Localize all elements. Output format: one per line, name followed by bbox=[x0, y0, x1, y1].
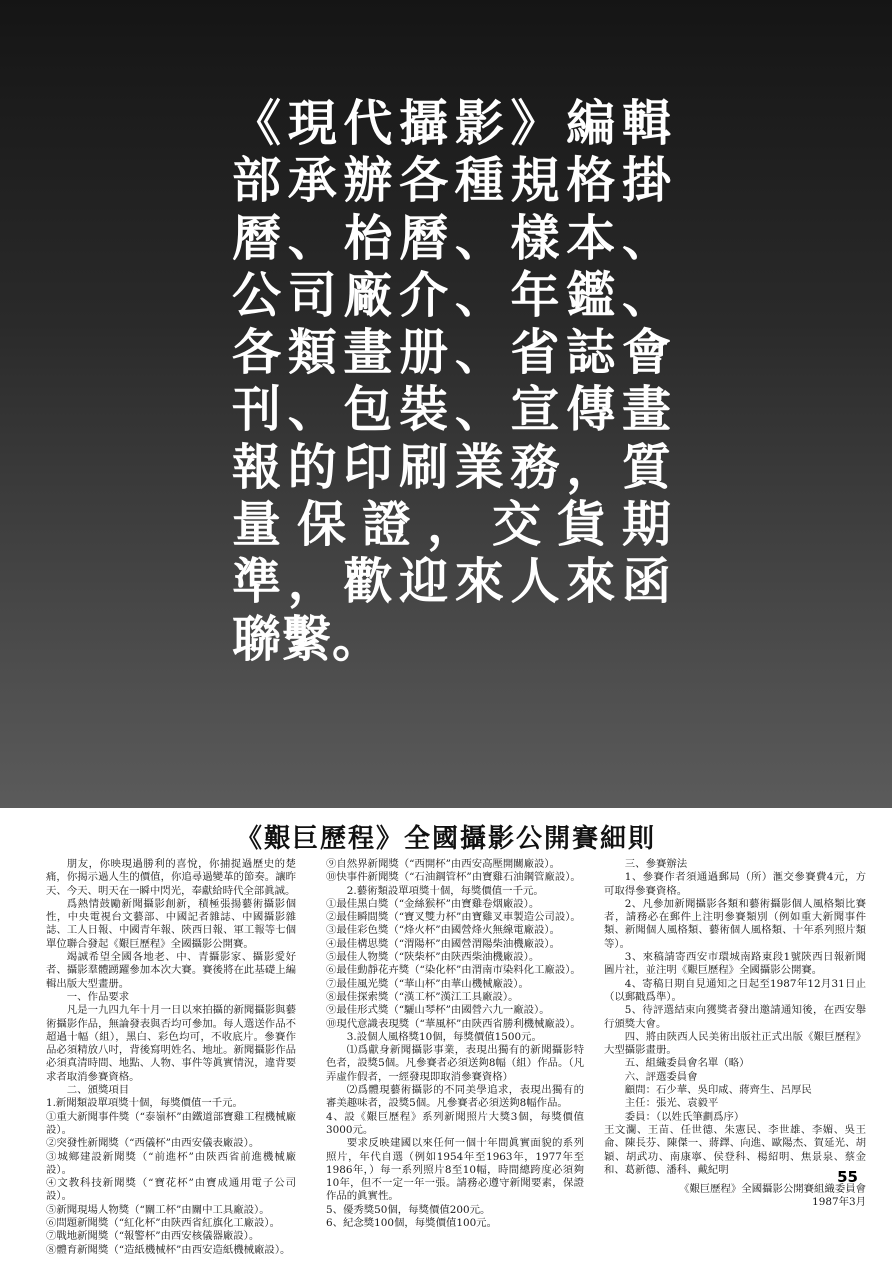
rule-item: 1.新聞類設單項獎十個，每獎價值一千元。 bbox=[46, 1097, 243, 1110]
rule-paragraph: ⑴爲獻身新聞攝影事業，表現出獨有的新聞攝影特色者，設獎5個。凡參賽者必須送夠8幅（組）作品。（凡弄虛作假者，一經發現即取消參賽資格） bbox=[326, 1044, 584, 1083]
rule-item: 2.藝術類設單項獎十個，每獎價值一千元。 bbox=[346, 884, 544, 897]
signature: 《艱巨歷程》全國攝影公開賽組織委員會 bbox=[678, 1183, 866, 1196]
rule-item: ⑩快事件新聞獎（“石油鋼管杯”由寶雞石油鋼管廠設）。 bbox=[326, 871, 581, 884]
rule-item: ⑧體育新聞獎（“造紙機械杯”由西安造紙機械廠設）。 bbox=[46, 1243, 291, 1256]
rule-item: ⑥最佳動靜花卉獎（“染化杯”由渭南市染料化工廠設）。 bbox=[326, 964, 581, 977]
rule-paragraph: ⑵爲體現藝術攝影的不同美學追求，表現出獨有的審美趣味者，設獎5個。凡參賽者必須送夠8幅作品。 bbox=[326, 1084, 584, 1110]
section-heading: 一、作品要求 bbox=[66, 990, 130, 1003]
rule-paragraph: 凡是一九四九年十月一日以來拍攝的新聞攝影與藝術攝影作品，無論發表與否均可參加。每人選送作品不超過十幅（組），黑白、彩色均可，不收底片。參賽作品必須精放八吋，背後寫明姓名、地址。新聞攝影作品必須真清時間、地點、人物、事件等眞實情況，違背要求者取消參賽資格。 bbox=[46, 1004, 296, 1083]
committee-line: 主任：張光、袁毅平 bbox=[624, 1097, 719, 1110]
rule-paragraph: 5、待評選結束向獲獎者發出邀請通知後，在西安舉行頒獎大會。 bbox=[604, 1004, 866, 1030]
rule-item: ⑧最佳探索獎（“漢工杯”漢江工具廠設）。 bbox=[326, 990, 519, 1003]
rule-item: 6、紀念獎100個，每獎價值100元。 bbox=[326, 1217, 497, 1230]
rule-item: 3.設個人風格獎10個，每獎價值1500元。 bbox=[346, 1030, 542, 1043]
rule-item: ①重大新聞事件獎（“泰嶺杯”由鐵道部寶雞工程機械廠設）。 bbox=[46, 1110, 296, 1136]
rule-item: ③最佳彩色獎（“烽火杯”由國營烽火無線電廠設）。 bbox=[326, 924, 561, 937]
committee-line: 委員：（以姓氏筆劃爲序） bbox=[624, 1110, 745, 1123]
rule-item: ⑥問題新聞獎（“紅化杯”由陝西省紅旗化工廠設）。 bbox=[46, 1217, 281, 1230]
rule-paragraph: 3、來稿請寄西安市環城南路東段1號陝西日報新聞圖片社，並注明《艱巨歷程》全國攝影公開賽。 bbox=[604, 951, 866, 977]
section-heading: 三、參賽辦法 bbox=[624, 858, 688, 870]
rule-item: ⑤新聞現場人物獎（“關工杯”由關中工具廠設）。 bbox=[46, 1203, 270, 1216]
rule-item: ⑩現代意識表現獎（“華風杯”由陝西省勝利機械廠設）。 bbox=[326, 1017, 581, 1030]
rule-item: ④最佳構思獎（“渭陽杯”由國營渭陽柴油機廠設）。 bbox=[326, 937, 561, 950]
section-heading: 二、頒獎項目 bbox=[66, 1084, 130, 1097]
section-heading: 六、評選委員會 bbox=[624, 1070, 698, 1083]
rule-item: ②最佳瞬間獎（“寶叉雙力杯”由寶雞叉車製造公司設）。 bbox=[326, 911, 581, 924]
article-column-1 bbox=[46, 858, 296, 1257]
page-number: 55 bbox=[837, 1168, 858, 1186]
intro-paragraph: 竭誠希望全國各地老、中、青攝影家、攝影愛好者、攝影羣體踴躍參加本次大賽。賽後將在此基礎上編輯出版大型畫册。 bbox=[46, 951, 296, 990]
committee-line: 顧問：石少華、吳印咸、蔣齊生、呂厚民 bbox=[624, 1084, 812, 1097]
rule-paragraph: 2、凡參加新聞攝影各類和藝術攝影個人風格類比賽者，請務必在郵件上注明參賽類別（例如重大新聞事件類、新聞個人風格類、藝術個人風格類、十年系列照片類等）。 bbox=[604, 897, 866, 950]
rule-item: ⑨自然界新聞獎（“西開杯”由西安高壓開關廠設）。 bbox=[326, 858, 561, 870]
article-title: 《艱巨歷程》全國攝影公開賽細則 bbox=[235, 824, 656, 854]
rule-item: ③城鄉建設新聞獎（“前進杯”由陝西省前進機械廠設）。 bbox=[46, 1150, 296, 1176]
rule-paragraph: 要求反映建國以來任何一個十年間眞實面貌的系列照片，年代自選（例如1954年至1963年，1977年至1986年，）每一系列照片8至10幅，時間總跨度必須夠10年，但不一定一年一張。請務必遵守新聞要素，保證作品的眞實性。 bbox=[326, 1137, 584, 1203]
rule-item: ⑨最佳形式獎（“驪山琴杯”由國營六九一廠設）。 bbox=[326, 1004, 550, 1017]
rule-paragraph: 1、參賽作者須通過郵局（所）滙交參賽費4元，方可取得參賽資格。 bbox=[604, 871, 866, 897]
rule-item: ①最佳黑白獎（“金絲猴杯”由寶雞卷烟廠設）。 bbox=[326, 897, 540, 910]
rule-item: ⑦戰地新聞獎（“報警杯”由西安核儀器廠設）。 bbox=[46, 1230, 260, 1243]
ad-text: 《現代攝影》編輯部承辦各種規格掛曆、枱曆、樣本、公司廠介、年鑑、各類畫册、省誌會刊、包裝、宣傳畫報的印刷業務，質量保證，交貨期準，歡迎來人來函聯繫。 bbox=[232, 95, 672, 668]
intro-paragraph: 朋友，你映現過勝利的喜悅，你捕捉過歷史的楚痛，你揭示過人生的價值，你追尋過變革的節奏。讓昨天、今天、明天在一瞬中閃光，奉獻給時代全部眞誠。 bbox=[46, 858, 296, 897]
rule-item: 4、設《艱巨歷程》系列新聞照片大獎3個，每獎價值3000元。 bbox=[326, 1110, 584, 1136]
rule-paragraph: 4、寄稿日期自見通知之日起至1987年12月31日止（以郵戳爲準）。 bbox=[604, 977, 866, 1003]
rule-item: ⑤最佳人物獎（“陝柴杯”由陝西柴油機廠設）。 bbox=[326, 951, 540, 964]
rule-item: ④文教科技新聞獎（“寶花杯”由寶成通用電子公司設）。 bbox=[46, 1177, 296, 1203]
intro-paragraph: 爲熱情鼓勵新聞攝影創新，積極張揚藝術攝影個性，中央電視台文藝部、中國記者雜誌、中國攝影雜誌、工人日報、中國青年報、陝西日報、軍工報等七個單位聯合發起《艱巨歷程》全國攝影公開賽。 bbox=[46, 897, 296, 950]
section-heading: 五、組織委員會名單（略） bbox=[624, 1057, 750, 1070]
committee-members: 王文瀾、王苗、任世德、朱憲民、李世雄、李媚、吳王侖、陳長芬、陳傑一、蔣鐸、向進、歐陽杰、賀延光、胡穎、胡武功、南康寧、侯登科、楊紹明、焦景泉、蔡金和、葛新德、潘科、戴紀明 bbox=[604, 1123, 866, 1176]
rule-item: 5、優秀獎50個，每獎價值200元。 bbox=[326, 1203, 491, 1216]
article-column-2 bbox=[326, 858, 584, 1230]
section-heading: 四、將由陝西人民美術出版社正式出版《艱巨歷程》大型攝影畫册。 bbox=[604, 1030, 866, 1057]
signature-date: 1987年3月 bbox=[812, 1196, 866, 1209]
rule-item: ⑦最佳風光獎（“華山杯”由華山機械廠設）。 bbox=[326, 977, 529, 990]
rule-item: ②突發性新聞獎（“西儀杯”由西安儀表廠設）。 bbox=[46, 1137, 260, 1150]
article-column-3 bbox=[604, 858, 866, 1210]
